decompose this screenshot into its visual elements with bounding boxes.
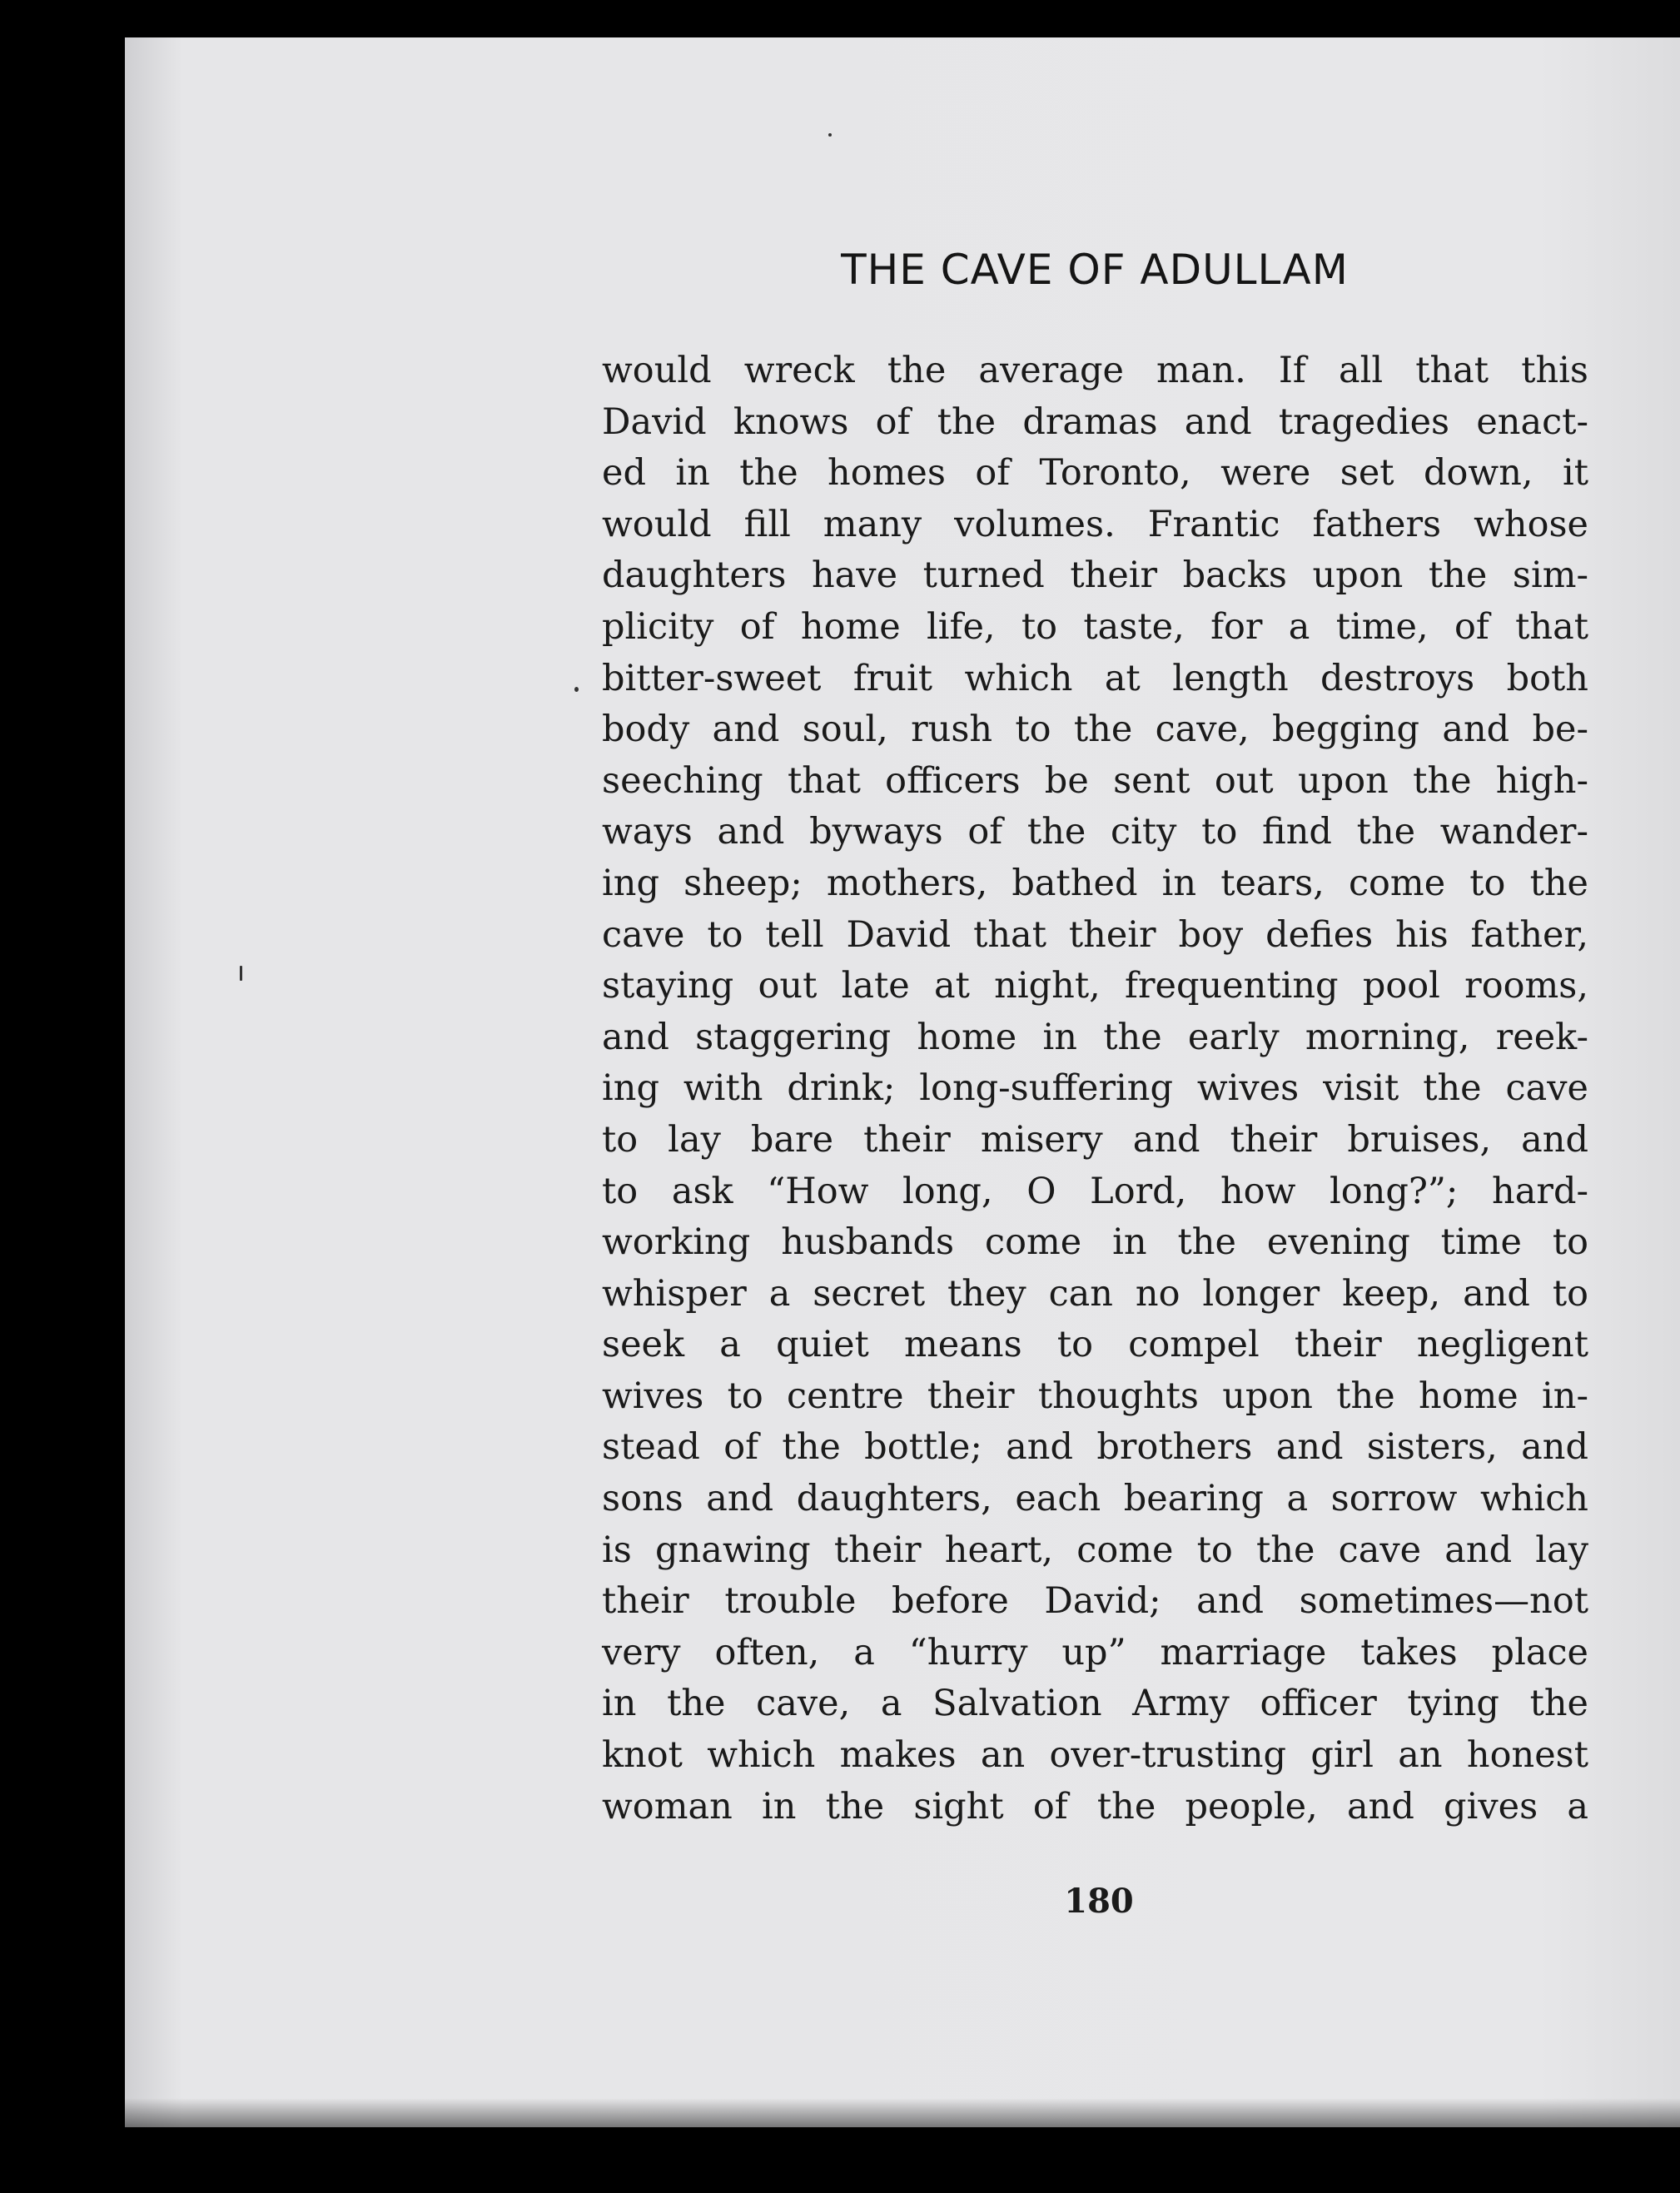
text-line: working husbands come in the evening time to xyxy=(602,1221,1588,1264)
text-line: in the cave, a Salvation Army officer tying the xyxy=(602,1683,1588,1725)
scan-speck xyxy=(574,687,579,692)
text-line: and staggering home in the early morning, reek- xyxy=(602,1016,1588,1058)
text-line: seeching that officers be sent out upon the high- xyxy=(602,759,1588,802)
text-line: to ask “How long, O Lord, how long?”; hard- xyxy=(602,1170,1588,1212)
text-line: knot which makes an over-trusting girl an honest xyxy=(602,1734,1588,1777)
text-line: would fill many volumes. Frantic fathers whose xyxy=(602,503,1588,545)
text-line: ed in the homes of Toronto, were set down, it xyxy=(602,452,1588,495)
running-head: THE CAVE OF ADULLAM xyxy=(841,246,1349,294)
text-line: wives to centre their thoughts upon the home in- xyxy=(602,1375,1588,1417)
text-line: stead of the bottle; and brothers and sisters, and xyxy=(602,1426,1588,1469)
text-line: their trouble before David; and sometimes—not xyxy=(602,1580,1588,1623)
text-line: is gnawing their heart, come to the cave and lay xyxy=(602,1529,1588,1571)
text-line: ways and byways of the city to find the wander- xyxy=(602,811,1588,853)
text-line: staying out late at night, frequenting pool rooms, xyxy=(602,965,1588,1007)
text-line: very often, a “hurry up” marriage takes place xyxy=(602,1631,1588,1673)
text-line: woman in the sight of the people, and gives a xyxy=(602,1785,1588,1828)
body-text xyxy=(602,346,1588,1832)
text-line: bitter-sweet fruit which at length destroys both xyxy=(602,657,1588,699)
text-line: David knows of the dramas and tragedies enact- xyxy=(602,400,1588,443)
text-line: would wreck the average man. If all that this xyxy=(602,350,1588,391)
scan-speck xyxy=(828,133,832,137)
text-line: body and soul, rush to the cave, begging and be- xyxy=(602,709,1588,751)
text-line: daughters have turned their backs upon the sim- xyxy=(602,554,1588,597)
text-line: to lay bare their misery and their bruises, and xyxy=(602,1118,1588,1161)
text-line: cave to tell David that their boy defies his father, xyxy=(602,913,1588,956)
text-line: ing sheep; mothers, bathed in tears, come to the xyxy=(602,862,1588,904)
text-line: seek a quiet means to compel their negligent xyxy=(602,1324,1588,1366)
page-number: 180 xyxy=(1064,1882,1134,1921)
text-line: sons and daughters, each bearing a sorrow which xyxy=(602,1478,1588,1520)
text-line: whisper a secret they can no longer keep, and to xyxy=(602,1272,1588,1315)
text-line: plicity of home life, to taste, for a time, of that xyxy=(602,605,1588,648)
page-bottom-shadow xyxy=(125,2098,1680,2131)
scan-speck xyxy=(240,966,242,981)
text-line: ing with drink; long-suffering wives visit the cave xyxy=(602,1067,1588,1110)
